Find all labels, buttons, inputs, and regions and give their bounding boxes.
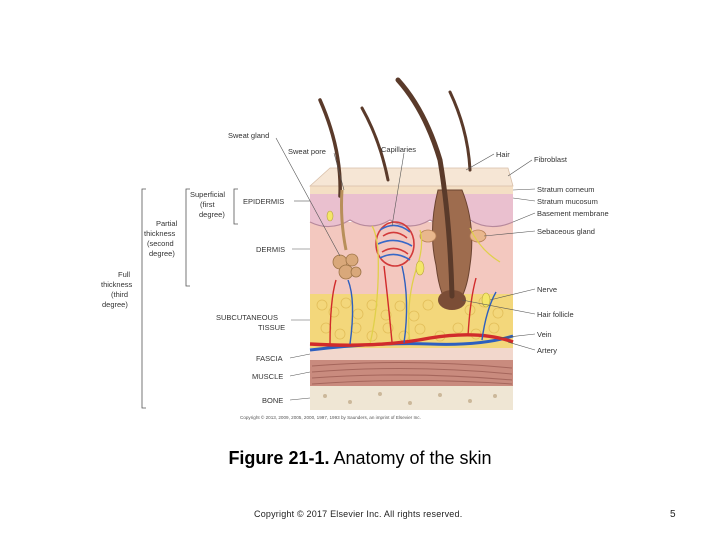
- label-vein: Vein: [537, 330, 552, 339]
- label-superficial-line1: Superficial: [190, 190, 226, 199]
- label-fibroblast: Fibroblast: [534, 155, 567, 164]
- label-hair-follicle: Hair follicle: [537, 310, 574, 319]
- bone-layer: [310, 386, 513, 410]
- label-partial-line4: degree): [149, 249, 175, 258]
- label-epidermis: EPIDERMIS: [243, 197, 285, 206]
- label-full-line3: (third: [111, 290, 129, 299]
- label-superficial-line3: degree): [199, 210, 225, 219]
- label-superficial-line2: (first: [200, 200, 215, 209]
- figure-caption: [0, 448, 720, 469]
- label-sebaceous-gland: Sebaceous gland: [537, 227, 595, 236]
- label-capillaries: Capillaries: [381, 145, 417, 154]
- page-number: 5: [670, 509, 676, 520]
- label-stratum-corneum: Stratum corneum: [537, 185, 595, 194]
- label-sweat-pore: Sweat pore: [288, 147, 326, 156]
- label-stratum-mucosum: Stratum mucosum: [537, 197, 598, 206]
- fascia-layer: [310, 348, 513, 360]
- label-sweat-gland: Sweat gland: [228, 131, 270, 140]
- label-subcutaneous-line2: TISSUE: [258, 323, 286, 332]
- caption-text: Anatomy of the skin: [329, 448, 492, 468]
- label-partial-line3: (second: [147, 239, 174, 248]
- label-nerve: Nerve: [537, 285, 558, 294]
- label-full-line1: Full: [118, 270, 131, 279]
- label-artery: Artery: [537, 346, 558, 355]
- label-muscle: MUSCLE: [252, 372, 284, 381]
- label-full-line2: thickness: [101, 280, 133, 289]
- footer-copyright: Copyright © 2017 Elsevier Inc. All rights reserved.: [254, 509, 463, 519]
- label-hair: Hair: [496, 150, 510, 159]
- label-subcutaneous-line1: SUBCUTANEOUS: [216, 313, 278, 322]
- label-partial-line1: Partial: [156, 219, 178, 228]
- label-full-line4: degree): [102, 300, 128, 309]
- label-basement-membrane: Basement membrane: [537, 209, 609, 218]
- label-dermis: DERMIS: [256, 245, 286, 254]
- hair-shaft-right: [450, 92, 470, 170]
- figure-image-credit: Copyright © 2013, 2009, 2005, 2000, 1997, 1993 by Saunders, an imprint of Elsevier Inc.: [240, 415, 421, 420]
- label-bone: BONE: [262, 396, 284, 405]
- label-fascia: FASCIA: [256, 354, 283, 363]
- caption-figure-number: Figure 21-1.: [228, 448, 330, 468]
- sebaceous-gland: [420, 230, 436, 242]
- label-partial-line2: thickness: [144, 229, 176, 238]
